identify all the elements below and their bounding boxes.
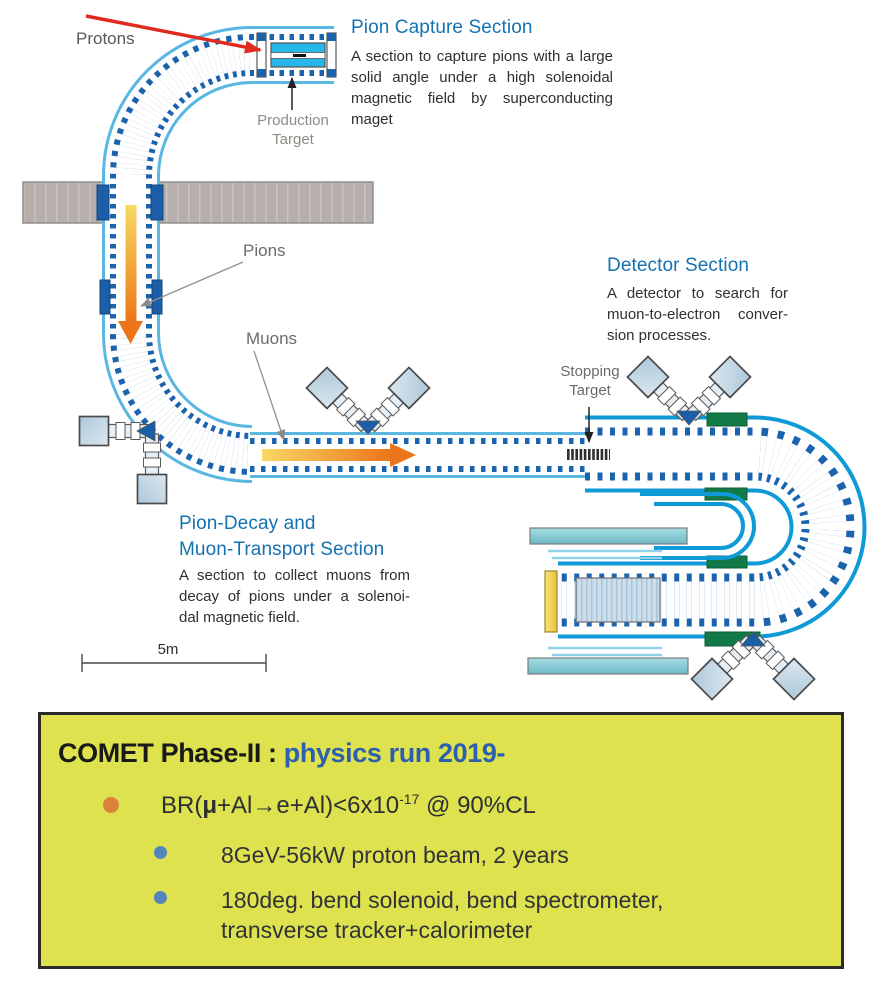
production-target-label: Production Target (257, 112, 329, 148)
protons-label: Protons (76, 29, 135, 48)
stopping-target-label: Stopping Target (560, 363, 620, 399)
pions-label: Pions (243, 241, 286, 260)
detector-section-title: Detector Section (607, 255, 750, 276)
detector-section-desc: A detector to search for muon-to-electron conver- sion processes. (607, 285, 788, 344)
infobox-title-blue: physics run 2019- (283, 738, 506, 768)
pion-decay-section-desc: A section to collect muons from decay of pions under a solenoi- dal magnetic field. (179, 567, 410, 626)
proton-beam-text: 8GeV-56kW proton beam, 2 years (221, 842, 569, 868)
sub-bullet-blue-dot (154, 891, 167, 904)
inner-bend-lines (640, 494, 754, 558)
branching-ratio-text: $BR(\mu+Al\to e+Al)<6x10^{-17}$ @ 90%CL (161, 791, 536, 819)
muons-label: Muons (246, 329, 298, 348)
pion-decay-section-title: Pion-Decay and Muon-Transport Section (179, 513, 385, 560)
pion-capture-section-desc: A section to capture pions with a large solid angle under a high solenoidal magnetic field by superconducting maget (351, 48, 613, 128)
pion-capture-section-title: Pion Capture Section (351, 17, 533, 38)
bullet-orange-dot (103, 797, 119, 813)
scale-label: 5m (157, 641, 179, 658)
infobox-title-black: COMET Phase-II : (58, 738, 284, 768)
calorimeter-plate (545, 571, 557, 632)
shield-wall (23, 182, 373, 223)
label-arrows (141, 78, 589, 442)
solenoid-spectrometer-text: 180deg. bend solenoid, bend spectrometer, transverse tracker+calorimeter (221, 887, 664, 943)
infobox-title (58, 738, 505, 769)
muons-arrow (254, 351, 284, 440)
sub-bullet-blue-dot (154, 846, 167, 859)
comet-phase2-infobox (38, 712, 844, 969)
